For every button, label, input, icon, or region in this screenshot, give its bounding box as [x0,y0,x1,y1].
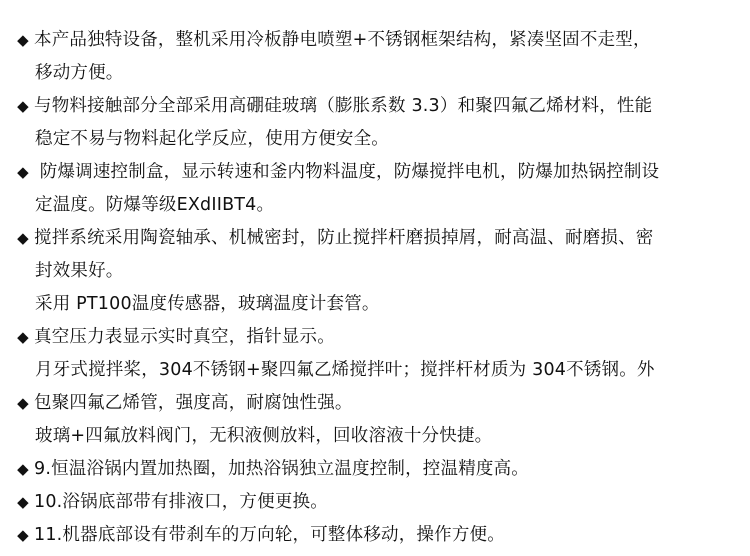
feature-line [0,156,659,189]
feature-line [0,486,328,519]
diamond-bullet-icon: ◆ [17,394,29,412]
feature-text: 防爆调速控制盒，显示转速和釜内物料温度，防爆搅拌电机，防爆加热锅控制设 [34,162,660,182]
feature-line-continuation [0,420,492,453]
feature-text: 10.浴锅底部带有排液口，方便更换。 [34,492,328,512]
feature-line-continuation [0,354,655,387]
feature-line [0,387,353,420]
feature-line [0,24,651,57]
feature-line [0,222,654,255]
diamond-bullet-icon: ◆ [17,526,29,544]
feature-line-continuation [0,189,274,222]
feature-text: 封效果好。 [35,261,124,281]
feature-text: 定温度。防爆等级EXdIIBT4。 [35,195,275,215]
feature-text: 9.恒温浴锅内置加热圈，加热浴锅独立温度控制，控温精度高。 [34,459,529,479]
diamond-bullet-icon: ◆ [17,328,29,346]
diamond-bullet-icon: ◆ [17,97,29,115]
feature-text: 移动方便。 [35,63,124,83]
feature-line-continuation [0,57,124,90]
diamond-bullet-icon: ◆ [17,163,29,181]
feature-line-continuation [0,123,389,156]
feature-text: 月牙式搅拌桨，304不锈钢+聚四氟乙烯搅拌叶；搅拌杆材质为 304不锈钢。外 [35,360,655,380]
diamond-bullet-icon: ◆ [17,493,29,511]
diamond-bullet-icon: ◆ [17,229,29,247]
feature-text: 与物料接触部分全部采用高硼硅玻璃（膨胀系数 3.3）和聚四氟乙烯材料，性能 [34,96,653,116]
feature-text: 本产品独特设备，整机采用冷板静电喷塑+不锈钢框架结构，紧凑坚固不走型， [34,30,651,50]
feature-text: 真空压力表显示实时真空，指针显示。 [34,327,335,347]
feature-text: 采用 PT100温度传感器，玻璃温度计套管。 [35,294,380,314]
feature-line [0,519,505,552]
feature-line [0,453,529,486]
feature-line-continuation [0,255,124,288]
feature-line-continuation [0,288,380,321]
feature-line [0,90,652,123]
feature-text: 搅拌系统采用陶瓷轴承、机械密封，防止搅拌杆磨损掉屑，耐高温、耐磨损、密 [34,228,654,248]
feature-text: 稳定不易与物料起化学反应，使用方便安全。 [35,129,389,149]
feature-line [0,321,335,354]
feature-text: 11.机器底部设有带刹车的万向轮，可整体移动，操作方便。 [34,525,505,545]
feature-text: 包聚四氟乙烯管，强度高，耐腐蚀性强。 [34,393,353,413]
feature-text: 玻璃+四氟放料阀门，无积液侧放料，回收溶液十分快捷。 [35,426,493,446]
diamond-bullet-icon: ◆ [17,31,29,49]
diamond-bullet-icon: ◆ [17,460,29,478]
